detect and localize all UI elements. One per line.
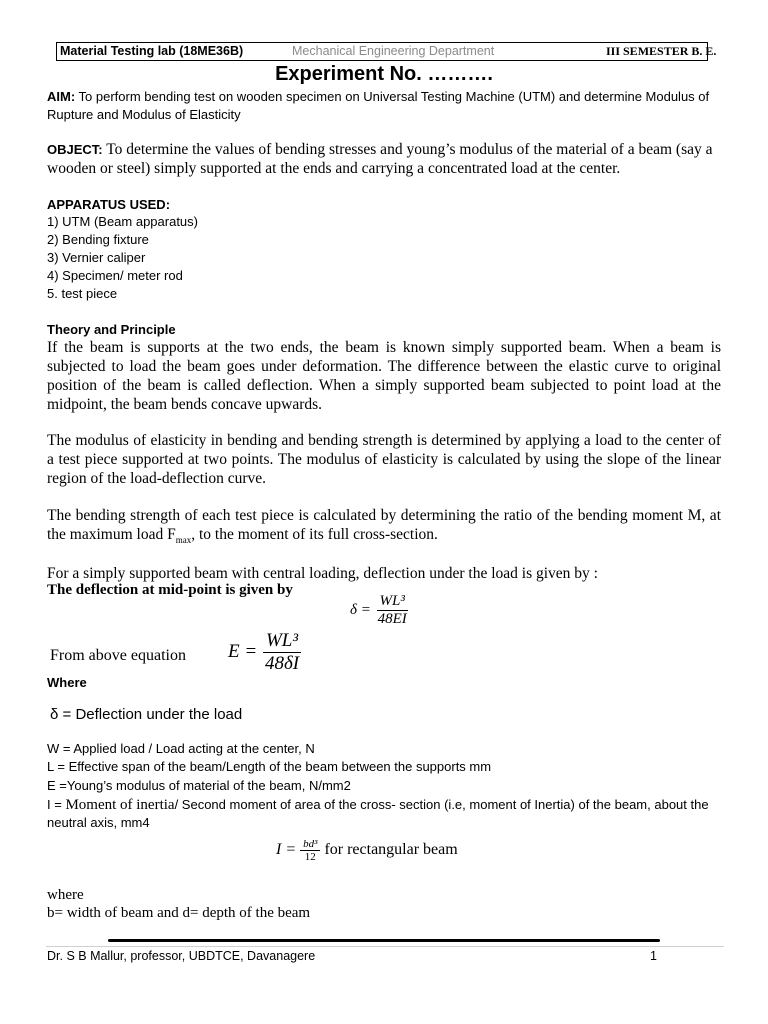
modulus-denominator: 48δI <box>264 653 300 674</box>
apparatus-heading: APPARATUS USED: <box>47 197 171 212</box>
footer-author: Dr. S B Mallur, professor, UBDTCE, Davanagere <box>47 949 316 963</box>
where-label-2: where <box>47 887 84 903</box>
paragraph-3-end: , to the moment of its full cross-section. <box>191 526 438 543</box>
apparatus-item: 1) UTM (Beam apparatus) <box>47 214 198 229</box>
inertia-suffix: for rectangular beam <box>324 841 458 859</box>
delta-definition: δ = Deflection under the load <box>50 706 243 723</box>
L-definition: L = Effective span of the beam/Length of the beam between the supports mm <box>47 759 492 774</box>
modulus-numerator: WL³ <box>263 630 301 653</box>
inertia-numerator: bd³ <box>300 838 320 851</box>
header-course: Material Testing lab (18ME36B) <box>60 44 244 58</box>
delta-lhs: δ = <box>350 601 371 618</box>
I-rest: / Second moment of area of the cross- section (i.e, moment of Inertia) of the beam, about the neutral axis, mm4 <box>47 797 709 830</box>
apparatus-item: 4) Specimen/ meter rod <box>47 268 183 283</box>
apparatus-item: 2) Bending fixture <box>47 232 149 247</box>
object-label: OBJECT: <box>47 142 103 157</box>
object-section <box>47 140 737 178</box>
deflection-equation <box>350 593 410 628</box>
aim-text: To perform bending test on wooden specimen on Universal Testing Machine (UTM) and determine Modulus of Rupture and Modulus of Elasticity <box>47 89 710 122</box>
E-lhs: E = <box>228 640 258 662</box>
aim-section <box>47 88 727 124</box>
theory-paragraph-3 <box>47 506 721 550</box>
where-label: Where <box>47 675 87 690</box>
theory-paragraph-2: The modulus of elasticity in bending and bending strength is determined by applying a load to the center of a test piece supported at two points. The modulus of elasticity is calculated by using the slope of the linear region of the load-deflection curve. <box>47 432 721 487</box>
footer-thin-rule <box>46 946 724 947</box>
from-above-label: From above equation <box>50 647 186 664</box>
apparatus-list <box>47 213 198 303</box>
inertia-equation <box>276 838 458 863</box>
deflection-fraction <box>375 593 410 628</box>
page-number: 1 <box>650 949 657 963</box>
aim-label: AIM: <box>47 89 76 104</box>
modulus-fraction <box>262 630 302 675</box>
theory-heading: Theory and Principle <box>47 322 176 337</box>
modulus-equation <box>228 630 302 675</box>
deflection-denominator: 48EI <box>377 611 407 627</box>
paragraph-3-text: The bending strength of each test piece is calculated by determining the ratio of the bending moment M, at the maximum load F <box>47 507 721 543</box>
I-prefix: I = <box>47 797 66 812</box>
I-lhs: I = <box>276 841 297 859</box>
I-definition <box>47 796 727 832</box>
object-text: To determine the values of bending stresses and young’s modulus of the material of a beam (say a wooden or steel) simply supported at the ends and carrying a concentrated load at the center. <box>47 141 713 177</box>
E-definition: E =Young’s modulus of material of the beam, N/mm2 <box>47 778 351 793</box>
inertia-denominator: 12 <box>304 851 316 863</box>
page-title: Experiment No. ………. <box>275 63 493 85</box>
bd-definition: b= width of beam and d= depth of the beam <box>47 905 311 921</box>
apparatus-item: 5. test piece <box>47 286 118 301</box>
deflection-statement: The deflection at mid-point is given by <box>47 582 293 598</box>
theory-paragraph-4: For a simply supported beam with central loading, deflection under the load is given by : <box>47 565 598 582</box>
header-semester: III SEMESTER B. E. <box>606 44 717 58</box>
fmax-subscript: max <box>175 535 192 546</box>
I-moment-of-inertia: Moment of inertia <box>65 797 175 813</box>
inertia-fraction <box>300 838 320 863</box>
W-definition: W = Applied load / Load acting at the center, N <box>47 741 315 756</box>
theory-paragraph-1: If the beam is supports at the two ends, the beam is known simply supported beam. When a beam is subjected to load the beam goes under deformation. The difference between the elastic curve to original position of the beam is called deflection. When a simply supported beam subjected to point load at the midpoint, the beam bends concave upwards. <box>47 339 721 413</box>
footer-rule <box>108 939 660 942</box>
header-department: Mechanical Engineering Department <box>292 44 495 58</box>
apparatus-item: 3) Vernier caliper <box>47 250 146 265</box>
deflection-numerator: WL³ <box>377 593 408 611</box>
